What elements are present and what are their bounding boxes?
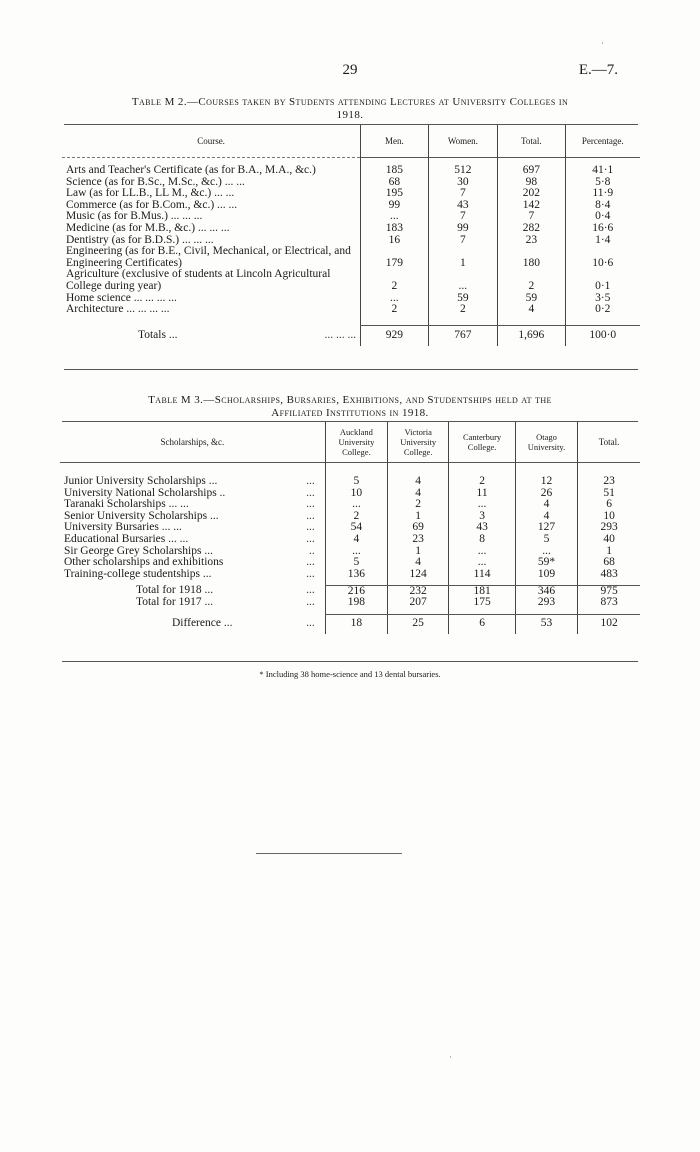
table-m2	[62, 125, 640, 346]
leader-dots: ...	[306, 617, 315, 630]
course-name: Dentistry (as for B.D.S.) ... ... ...	[66, 233, 214, 246]
canterbury-value: ...	[449, 499, 516, 511]
table-row	[62, 269, 640, 292]
women-value: 59	[428, 293, 498, 305]
women-value: 1	[428, 246, 498, 269]
percentage-value: 8·4	[565, 200, 640, 212]
otago-value: 26	[515, 488, 577, 500]
table-row	[60, 569, 640, 581]
col-header-total: Total.	[498, 125, 565, 157]
auckland-value: 10	[325, 488, 387, 500]
leader-dots: ...	[306, 475, 315, 487]
total-value: 202	[498, 188, 565, 200]
total-value: 23	[498, 235, 565, 247]
otago-value: ...	[515, 546, 577, 558]
course-name: Arts and Teacher's Certificate (as for B.A., M.A., &c.)	[66, 164, 316, 176]
canterbury-value: 2	[449, 476, 516, 488]
women-value: 7	[428, 188, 498, 200]
course-name: Science (as for B.Sc., M.Sc., &c.) ... ...	[66, 175, 245, 188]
percentage-value: 3·5	[565, 293, 640, 305]
col-header-course: Course.	[197, 135, 225, 146]
leader-dots: ...	[306, 521, 315, 534]
percentage-value: 10·6	[565, 246, 640, 269]
auckland-value: 136	[325, 569, 387, 581]
women-value: 30	[428, 177, 498, 189]
col-header-scholarships: Scholarships, &c.	[160, 436, 225, 447]
percentage-value: 0·4	[565, 211, 640, 223]
totals-total: 1,696	[498, 326, 565, 346]
men-value: 195	[361, 188, 428, 200]
canterbury-value: 6	[449, 614, 516, 634]
men-value: ...	[361, 293, 428, 305]
women-value: 7	[428, 235, 498, 247]
total-value: 697	[498, 165, 565, 177]
canterbury-value: 3	[449, 511, 516, 523]
victoria-value: 25	[388, 614, 449, 634]
col-header-otago: Otago University.	[515, 422, 577, 462]
canterbury-value: 181	[449, 585, 516, 597]
table-m3	[60, 422, 640, 634]
scan-mark: ·	[449, 1052, 452, 1062]
auckland-value: 5	[325, 476, 387, 488]
total-value: 2	[498, 269, 565, 292]
canterbury-value: 114	[449, 569, 516, 581]
men-value: 99	[361, 200, 428, 212]
canterbury-value: 175	[449, 597, 516, 609]
col-header-victoria: Victoria University College.	[388, 422, 449, 462]
otago-value: 109	[515, 569, 577, 581]
leader-dots: ...	[306, 556, 315, 569]
victoria-value: 124	[388, 569, 449, 581]
men-value: 2	[361, 304, 428, 316]
percentage-value: 0·1	[565, 269, 640, 292]
scholarship-name-cell	[60, 569, 325, 581]
totals-percentage: 100·0	[565, 326, 640, 346]
men-value: 68	[361, 177, 428, 189]
scholarship-name: Senior University Scholarships ...	[64, 509, 219, 522]
victoria-value: 232	[388, 585, 449, 597]
scholarship-name: Educational Bursaries ... ...	[64, 532, 189, 545]
women-value: 2	[428, 304, 498, 316]
scholarship-name: Junior University Scholarships ...	[64, 475, 218, 487]
course-name: Commerce (as for B.Com., &c.) ... ...	[66, 198, 238, 211]
total-value: 4	[498, 304, 565, 316]
auckland-value: 18	[325, 614, 387, 634]
women-value: 43	[428, 200, 498, 212]
course-name: Engineering (as for B.E., Civil, Mechanical, or Electrical, and Engineering Certificates)	[66, 245, 351, 269]
total-value: 483	[578, 569, 640, 581]
total-value: 142	[498, 200, 565, 212]
total-value: 98	[498, 177, 565, 189]
auckland-value: ...	[325, 546, 387, 558]
otago-value: 12	[515, 476, 577, 488]
auckland-value: 2	[325, 511, 387, 523]
scholarship-name: University Bursaries ... ...	[64, 521, 182, 534]
canterbury-value: ...	[449, 546, 516, 558]
course-name: Architecture ... ... ... ...	[66, 303, 170, 316]
percentage-value: 5·8	[565, 177, 640, 189]
otago-value: 5	[515, 534, 577, 546]
scholarship-name: Training-college studentships ...	[64, 567, 212, 580]
otago-value: 346	[515, 585, 577, 597]
totals-men: 929	[361, 326, 428, 346]
women-value: 7	[428, 211, 498, 223]
total-value: 102	[578, 614, 640, 634]
canterbury-value: 43	[449, 522, 516, 534]
men-value: 183	[361, 223, 428, 235]
table-row	[62, 246, 640, 269]
victoria-value: 4	[388, 557, 449, 569]
total-value: 51	[578, 488, 640, 500]
table-m2-caption: Table M 2.—Courses taken by Students attending Lectures at University Colleges in 1918.	[131, 96, 569, 121]
victoria-value: 2	[388, 499, 449, 511]
course-name: Law (as for LL.B., LL M., &c.) ... ...	[66, 187, 235, 200]
total-value: 873	[578, 597, 640, 609]
otago-value: 53	[515, 614, 577, 634]
course-name: Agriculture (exclusive of students at Lincoln Agricultural College during year)	[66, 268, 331, 292]
auckland-value: 54	[325, 522, 387, 534]
course-name: Music (as for B.Mus.) ... ... ...	[66, 210, 203, 223]
leader-dots: ...	[306, 584, 315, 597]
otago-value: 4	[515, 499, 577, 511]
victoria-value: 69	[388, 522, 449, 534]
leader-dots: ...	[306, 596, 315, 609]
leader-dots: ...	[306, 498, 315, 511]
victoria-value: 1	[388, 511, 449, 523]
divider	[62, 661, 638, 662]
leader-dots: ...	[306, 532, 315, 545]
total-value: 282	[498, 223, 565, 235]
total-1917-row	[60, 597, 640, 609]
men-value: 179	[361, 246, 428, 269]
percentage-value: 1·4	[565, 235, 640, 247]
col-header-women: Women.	[428, 125, 498, 157]
otago-value: 127	[515, 522, 577, 534]
auckland-value: 5	[325, 557, 387, 569]
women-value: ...	[428, 269, 498, 292]
scholarship-name-cell	[60, 614, 325, 634]
canterbury-value: 11	[449, 488, 516, 500]
men-value: 2	[361, 269, 428, 292]
totals-label: Totals ...	[138, 328, 178, 341]
total-value: 10	[578, 511, 640, 523]
table-m3-caption: Table M 3.—Scholarships, Bursaries, Exhibitions, and Studentships held at the Affiliated Institutions in 1918.	[148, 394, 552, 419]
page-reference: E.—7.	[578, 62, 618, 78]
leader-dots: ...	[306, 567, 315, 580]
victoria-value: 23	[388, 534, 449, 546]
total-value: 975	[578, 585, 640, 597]
scholarship-name: Sir George Grey Scholarships ...	[64, 544, 213, 557]
scan-mark: ·	[601, 38, 604, 48]
col-header-auckland: Auckland University College.	[325, 422, 387, 462]
total-value: 59	[498, 293, 565, 305]
men-value: 16	[361, 235, 428, 247]
men-value: ...	[361, 211, 428, 223]
total-value: 7	[498, 211, 565, 223]
course-name: Medicine (as for M.B., &c.) ... ... ...	[66, 221, 230, 234]
men-value: 185	[361, 165, 428, 177]
page-number: 29	[342, 62, 358, 78]
leader-dots: ...	[306, 509, 315, 522]
total-value: 6	[578, 499, 640, 511]
col-header-total: Total.	[578, 422, 640, 462]
victoria-value: 1	[388, 546, 449, 558]
col-header-canterbury: Canterbury College.	[449, 422, 516, 462]
table-row	[62, 223, 640, 235]
scholarship-name: Taranaki Scholarships ... ...	[64, 498, 189, 511]
victoria-value: 4	[388, 476, 449, 488]
percentage-value: 0·2	[565, 304, 640, 316]
auckland-value: 4	[325, 534, 387, 546]
end-rule	[256, 853, 402, 854]
victoria-value: 4	[388, 488, 449, 500]
total-value: 23	[578, 476, 640, 488]
auckland-value: 216	[325, 585, 387, 597]
leader-dots: ..	[309, 544, 315, 557]
victoria-value: 207	[388, 597, 449, 609]
auckland-value: ...	[325, 499, 387, 511]
scholarship-name: Difference ...	[172, 617, 233, 630]
canterbury-value: 8	[449, 534, 516, 546]
auckland-value: 198	[325, 597, 387, 609]
women-value: 512	[428, 165, 498, 177]
percentage-value: 16·6	[565, 223, 640, 235]
scholarship-name: Total for 1918 ...	[136, 584, 214, 597]
scholarship-name-cell	[60, 597, 325, 609]
otago-value: 293	[515, 597, 577, 609]
table-m2-totals-row	[62, 326, 640, 346]
scholarship-name: Total for 1917 ...	[136, 596, 214, 609]
leader-dots: ...	[306, 486, 315, 499]
canterbury-value: ...	[449, 557, 516, 569]
percentage-value: 11·9	[565, 188, 640, 200]
otago-value: 4	[515, 511, 577, 523]
table-row	[62, 165, 640, 177]
divider	[64, 369, 638, 370]
total-value: 180	[498, 246, 565, 269]
otago-value: 59*	[515, 557, 577, 569]
course-name: Home science ... ... ... ...	[66, 291, 177, 304]
scholarship-name: Other scholarships and exhibitions	[64, 556, 224, 569]
total-value: 68	[578, 557, 640, 569]
total-value: 40	[578, 534, 640, 546]
footnote: * Including 38 home-science and 13 dental bursaries.	[259, 669, 441, 679]
totals-dots: ... ... ...	[324, 328, 357, 341]
col-header-percentage: Percentage.	[565, 125, 640, 157]
women-value: 99	[428, 223, 498, 235]
difference-row	[60, 614, 640, 634]
total-value: 293	[578, 522, 640, 534]
total-value: 1	[578, 546, 640, 558]
totals-women: 767	[428, 326, 498, 346]
scholarship-name: University National Scholarships ..	[64, 486, 226, 499]
table-row	[62, 304, 640, 316]
percentage-value: 41·1	[565, 165, 640, 177]
col-header-men: Men.	[361, 125, 428, 157]
